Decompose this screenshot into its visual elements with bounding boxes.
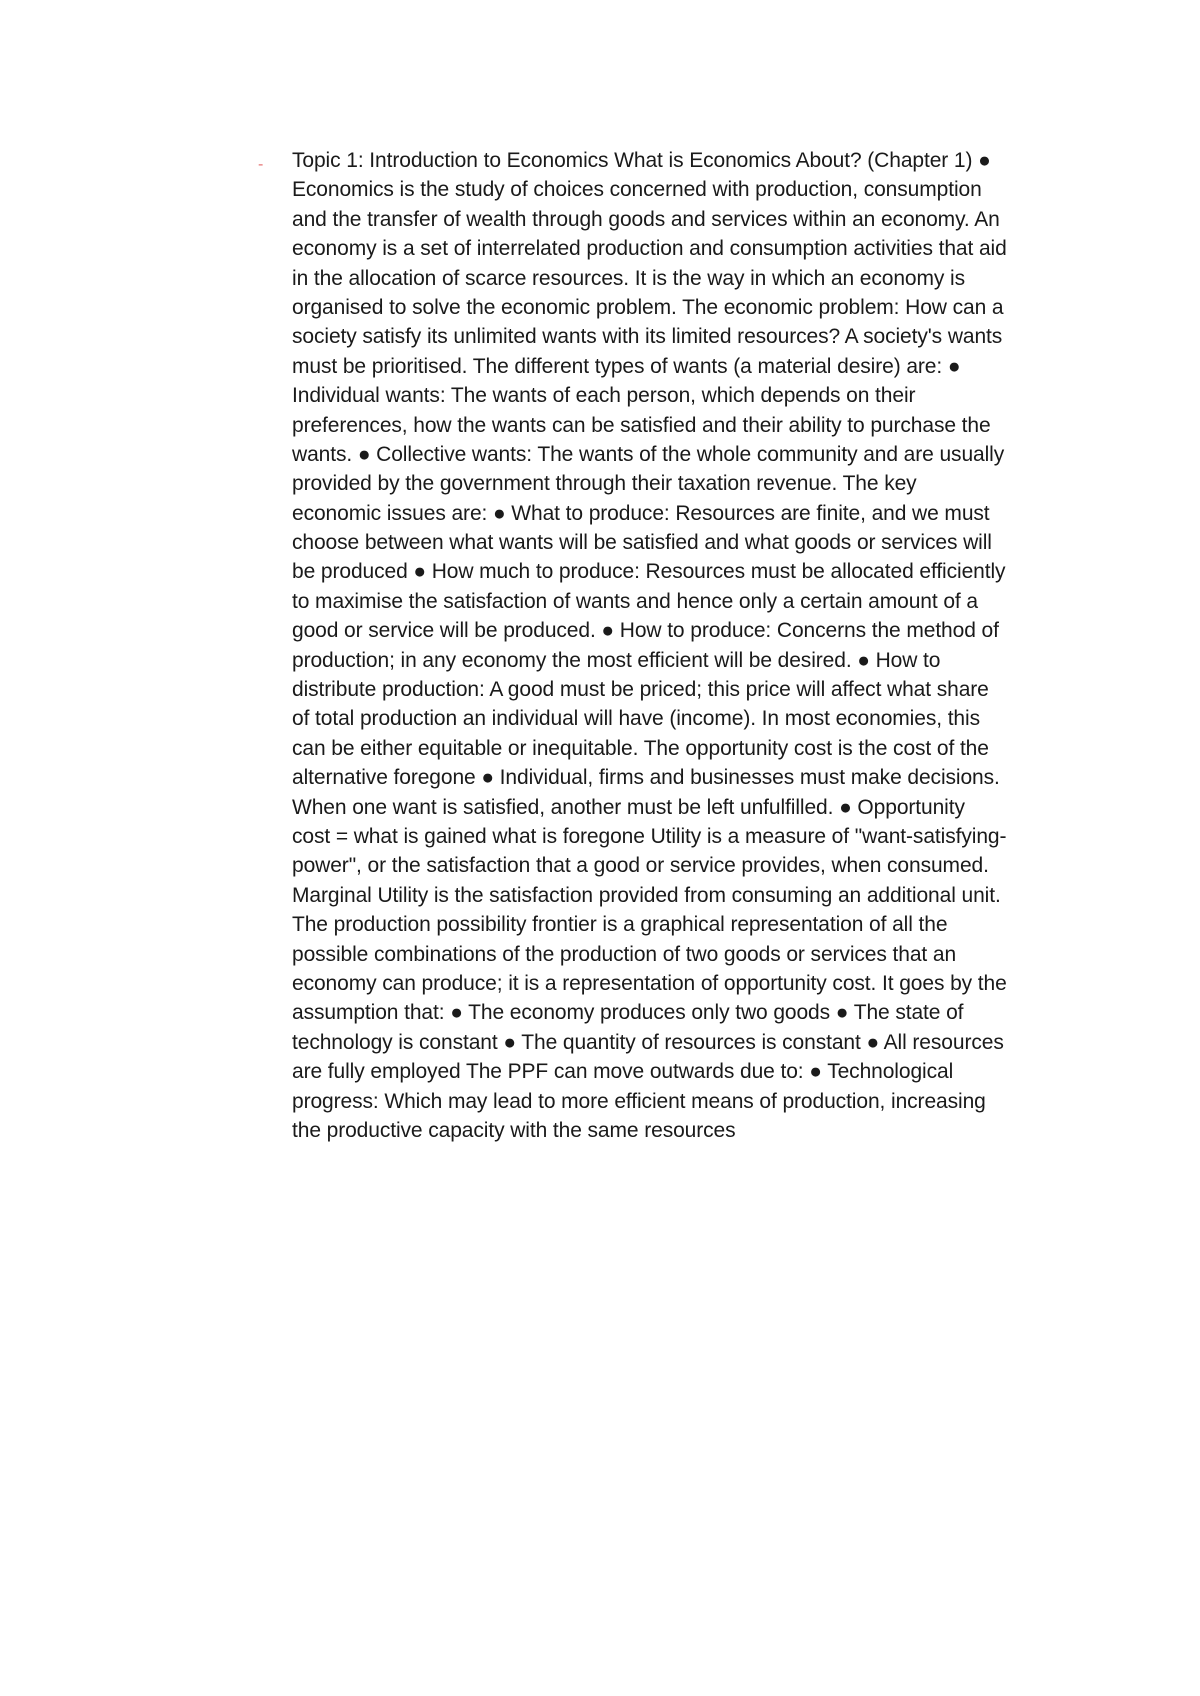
text-line: cost = what is gained what is foregone Utility is a measure of "want-satisfying-	[292, 824, 1007, 848]
text-line: possible combinations of the production of two goods or services that an	[292, 942, 957, 966]
text-line: technology is constant ● The quantity of resources is constant ● All resources	[292, 1030, 1004, 1054]
text-line: Marginal Utility is the satisfaction provided from consuming an additional unit.	[292, 883, 1001, 907]
text-line: alternative foregone ● Individual, firms and businesses must make decisions.	[292, 766, 1000, 790]
body-paragraph	[292, 146, 1064, 1145]
text-line: assumption that: ● The economy produces only two goods ● The state of	[292, 1001, 964, 1025]
text-line: can be either equitable or inequitable. The opportunity cost is the cost of the	[292, 736, 989, 760]
text-line: must be prioritised. The different types of wants (a material desire) are: ●	[292, 354, 961, 378]
text-line: in the allocation of scarce resources. It is the way in which an economy is	[292, 266, 965, 290]
text-line: economic issues are: ● What to produce: Resources are finite, and we must	[292, 501, 990, 525]
text-line: be produced ● How much to produce: Resources must be allocated efficiently	[292, 560, 1006, 584]
text-line: economy can produce; it is a representation of opportunity cost. It goes by the	[292, 971, 1007, 995]
text-line: Economics is the study of choices concerned with production, consumption	[292, 178, 982, 202]
text-line: wants. ● Collective wants: The wants of the whole community and are usually	[292, 442, 1005, 466]
text-line: choose between what wants will be satisfied and what goods or services will	[292, 531, 992, 555]
text-line: preferences, how the wants can be satisfied and their ability to purchase the	[292, 413, 991, 437]
text-line: of total production an individual will have (income). In most economies, this	[292, 707, 980, 731]
text-line: Topic 1: Introduction to Economics What is Economics About? (Chapter 1) ●	[292, 149, 991, 172]
text-line: production; in any economy the most efficient will be desired. ● How to	[292, 648, 941, 672]
text-line: power", or the satisfaction that a good or service provides, when consumed.	[292, 854, 989, 878]
text-line: distribute production: A good must be priced; this price will affect what share	[292, 678, 989, 702]
text-line: are fully employed The PPF can move outwards due to: ● Technological	[292, 1060, 954, 1084]
text-line: progress: Which may lead to more efficient means of production, increasing	[292, 1089, 986, 1113]
text-line: good or service will be produced. ● How to produce: Concerns the method of	[292, 619, 999, 643]
text-line: economy is a set of interrelated production and consumption activities that aid	[292, 237, 1007, 261]
text-line: and the transfer of wealth through goods and services within an economy. An	[292, 207, 1000, 231]
text-line: provided by the government through their taxation revenue. The key	[292, 472, 917, 496]
text-line: the productive capacity with the same resources	[292, 1118, 736, 1142]
list-marker: -	[258, 156, 264, 173]
text-line: Individual wants: The wants of each person, which depends on their	[292, 384, 916, 408]
text-line: to maximise the satisfaction of wants and hence only a certain amount of a	[292, 589, 978, 613]
text-line: society satisfy its unlimited wants with its limited resources? A society's wants	[292, 325, 1003, 349]
text-line: The production possibility frontier is a graphical representation of all the	[292, 913, 948, 937]
text-line: When one want is satisfied, another must be left unfulfilled. ● Opportunity	[292, 795, 965, 819]
text-line: organised to solve the economic problem. The economic problem: How can a	[292, 295, 1004, 319]
